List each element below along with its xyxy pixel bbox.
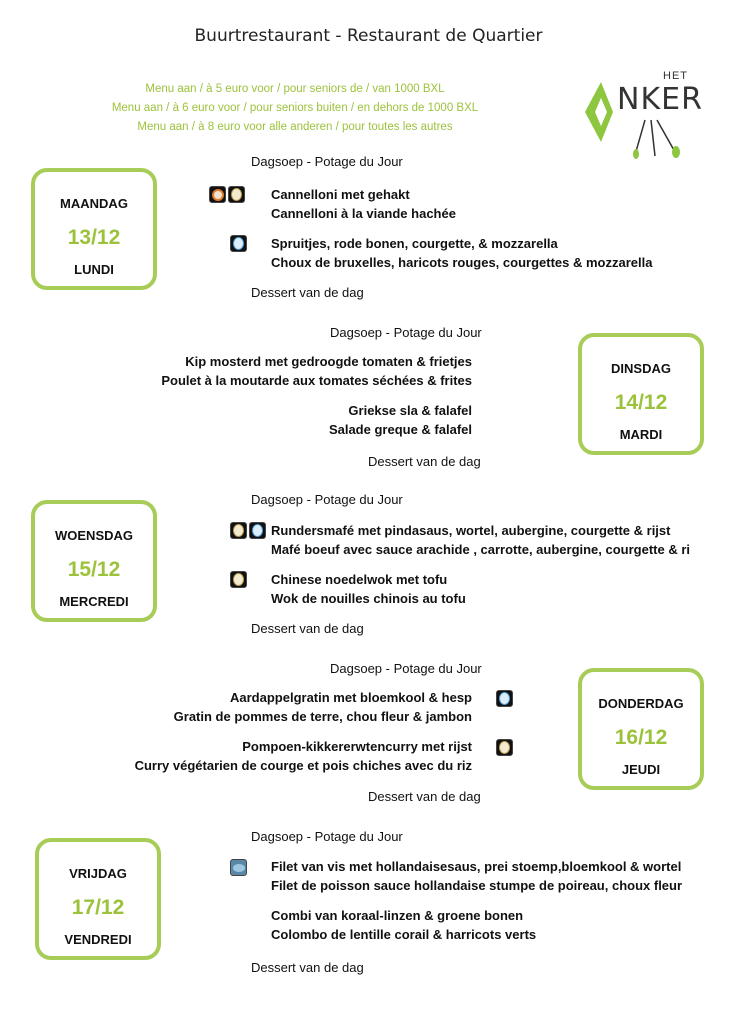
day-name-nl: DONDERDAG	[598, 696, 684, 711]
day-date: 17/12	[71, 896, 125, 919]
grain-icon	[228, 186, 245, 203]
page-title: Buurtrestaurant - Restaurant de Quartier	[194, 26, 543, 46]
dish-name-nl: Griekse sla & falafel	[348, 403, 472, 418]
dessert-line: Dessert van de dag	[251, 285, 364, 300]
day-name-nl: DINSDAG	[611, 361, 671, 376]
soup-line: Dagsoep - Potage du Jour	[330, 661, 482, 676]
dish-name-nl: Cannelloni met gehakt	[271, 187, 410, 202]
soup-line: Dagsoep - Potage du Jour	[251, 154, 403, 169]
logo-big-text: NKER	[617, 82, 703, 117]
day-box-tuesday	[578, 333, 704, 455]
day-name-fr: JEUDI	[621, 762, 661, 777]
day-date: 14/12	[614, 391, 668, 414]
dish-name-fr: Colombo de lentille corail & harricots verts	[271, 927, 537, 942]
logo-small-text: HET	[663, 70, 688, 82]
day-name-fr: LUNDI	[74, 262, 114, 277]
dish-name-nl: Combi van koraal-linzen & groene bonen	[271, 908, 524, 923]
dish-name-nl: Pompoen-kikkererwtencurry met rijst	[242, 739, 472, 754]
day-box-thursday	[578, 668, 704, 790]
meat-icon	[209, 186, 226, 203]
soup-line: Dagsoep - Potage du Jour	[330, 325, 482, 340]
dish-name-fr: Mafé boeuf avec sauce arachide , carrotte, aubergine, courgette & ri	[271, 542, 691, 557]
price-line-seniors-1000: Menu aan / à 5 euro voor / pour seniors de / van 1000 BXL	[145, 83, 445, 95]
day-box-wednesday	[31, 500, 157, 622]
drop-icon	[249, 522, 266, 539]
dish-name-nl: Kip mosterd met gedroogde tomaten & frietjes	[185, 354, 472, 369]
dish-name-nl: Rundersmafé met pindasaus, wortel, aubergine, courgette & rijst	[271, 523, 671, 538]
dish-name-nl: Filet van vis met hollandaisesaus, prei stoemp,bloemkool & wortel	[271, 859, 682, 874]
grain-icon	[496, 739, 513, 756]
dish-name-fr: Poulet à la moutarde aux tomates séchées & frites	[161, 373, 472, 388]
dish-name-fr: Cannelloni à la viande hachée	[271, 206, 456, 221]
dish-name-fr: Filet de poisson sauce hollandaise stumpe de poireau, choux fleur	[271, 878, 683, 893]
dessert-line: Dessert van de dag	[368, 454, 481, 469]
day-name-fr: MARDI	[619, 427, 663, 442]
day-date: 13/12	[67, 226, 121, 249]
dish-name-nl: Aardappelgratin met bloemkool & hesp	[230, 690, 472, 705]
day-box-friday	[35, 838, 161, 960]
dish-name-fr: Curry végétarien de courge et pois chiches avec du riz	[134, 758, 472, 773]
day-name-fr: MERCREDI	[59, 594, 129, 609]
price-line-seniors-outside: Menu aan / à 6 euro voor / pour seniors buiten / en dehors de 1000 BXL	[111, 102, 479, 114]
day-name-nl: WOENSDAG	[55, 528, 133, 543]
dish-name-fr: Salade greque & falafel	[328, 422, 472, 437]
het-anker-logo	[583, 70, 703, 160]
soup-line: Dagsoep - Potage du Jour	[251, 492, 403, 507]
dessert-line: Dessert van de dag	[251, 621, 364, 636]
dish-name-fr: Gratin de pommes de terre, chou fleur & jambon	[173, 709, 472, 724]
dish-name-fr: Choux de bruxelles, haricots rouges, courgettes & mozzarella	[271, 255, 653, 270]
grain-icon	[230, 571, 247, 588]
day-box-monday	[31, 168, 157, 290]
dessert-line: Dessert van de dag	[251, 960, 364, 975]
day-name-nl: VRIJDAG	[69, 866, 127, 881]
day-date: 16/12	[614, 726, 668, 749]
drop-icon	[496, 690, 513, 707]
price-line-others: Menu aan / à 8 euro voor alle anderen / pour toutes les autres	[137, 121, 453, 133]
soup-line: Dagsoep - Potage du Jour	[251, 829, 403, 844]
grain-icon	[230, 522, 247, 539]
day-date: 15/12	[67, 558, 121, 581]
dish-name-nl: Spruitjes, rode bonen, courgette, & mozzarella	[271, 236, 558, 251]
drop-icon	[230, 235, 247, 252]
day-name-nl: MAANDAG	[60, 196, 128, 211]
dessert-line: Dessert van de dag	[368, 789, 481, 804]
dish-name-nl: Chinese noedelwok met tofu	[271, 572, 448, 587]
dish-name-fr: Wok de nouilles chinois au tofu	[271, 591, 466, 606]
day-name-fr: VENDREDI	[64, 932, 132, 947]
fish-icon	[230, 859, 247, 876]
